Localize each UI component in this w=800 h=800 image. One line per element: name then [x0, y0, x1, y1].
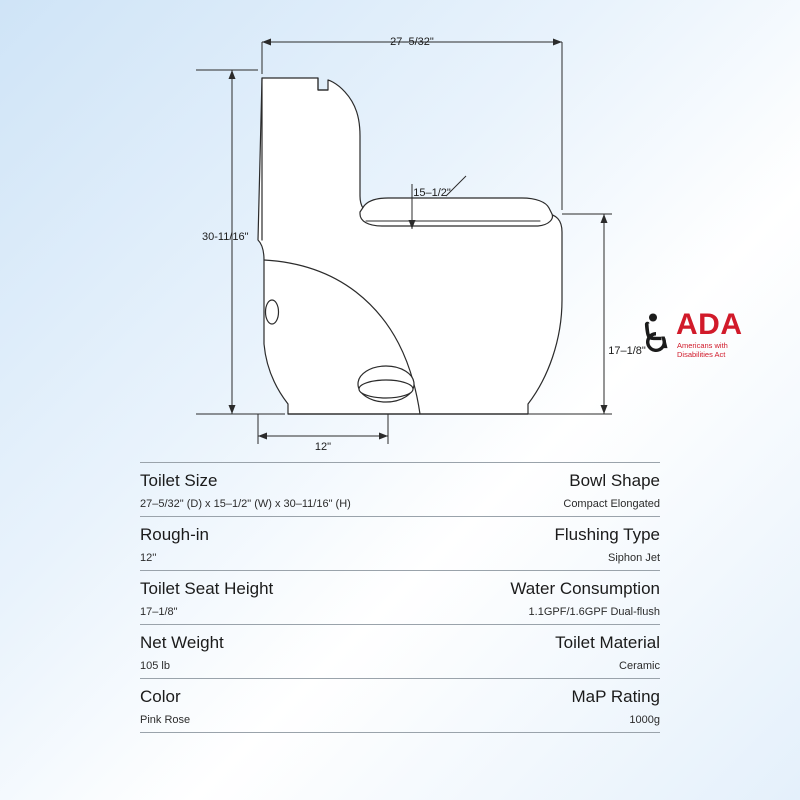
spec-row	[140, 570, 660, 624]
ada-label: ADA	[676, 308, 743, 341]
spec-label-left: Color	[140, 687, 181, 706]
spec-label-right: MaP Rating	[571, 687, 660, 706]
spec-value-left: 27–5/32" (D) x 15–1/2" (W) x 30–11/16" (H)	[140, 498, 351, 510]
spec-value-right: Ceramic	[619, 660, 660, 672]
dim-rough-in-label: 12"	[314, 441, 332, 453]
ada-subtitle: Americans with Disabilities Act	[677, 341, 728, 359]
wheelchair-accessible-icon	[636, 312, 672, 352]
dim-seat-height-label: 17–1/8"	[608, 345, 646, 357]
spec-value-right: Compact Elongated	[563, 498, 660, 510]
spec-row	[140, 678, 660, 733]
ada-compliance-badge	[636, 310, 756, 366]
spec-value-left: Pink Rose	[140, 714, 191, 726]
spec-label-right: Water Consumption	[510, 579, 660, 598]
spec-label-left: Toilet Seat Height	[140, 579, 274, 598]
spec-label-left: Net Weight	[140, 633, 224, 652]
spec-row	[140, 624, 660, 678]
spec-label-right: Bowl Shape	[569, 471, 660, 490]
spec-row	[140, 462, 660, 516]
spec-label-left: Toilet Size	[140, 471, 218, 490]
spec-value-right: Siphon Jet	[608, 552, 660, 564]
spec-label-right: Flushing Type	[554, 525, 660, 544]
spec-value-right: 1.1GPF/1.6GPF Dual-flush	[528, 606, 660, 618]
spec-value-left: 17–1/8"	[140, 606, 178, 618]
dim-seat-width-label: 15–1/2"	[413, 187, 451, 199]
specifications-table	[140, 462, 660, 733]
spec-value-left: 12''	[140, 552, 157, 564]
dim-width-top-label: 27–5/32"	[390, 36, 434, 48]
spec-label-left: Rough-in	[140, 525, 209, 544]
dim-height-left-label: 30-11/16"	[202, 231, 249, 243]
spec-value-left: 105 lb	[140, 660, 170, 672]
spec-value-right: 1000g	[629, 714, 660, 726]
spec-row	[140, 516, 660, 570]
spec-label-right: Toilet Material	[555, 633, 660, 652]
